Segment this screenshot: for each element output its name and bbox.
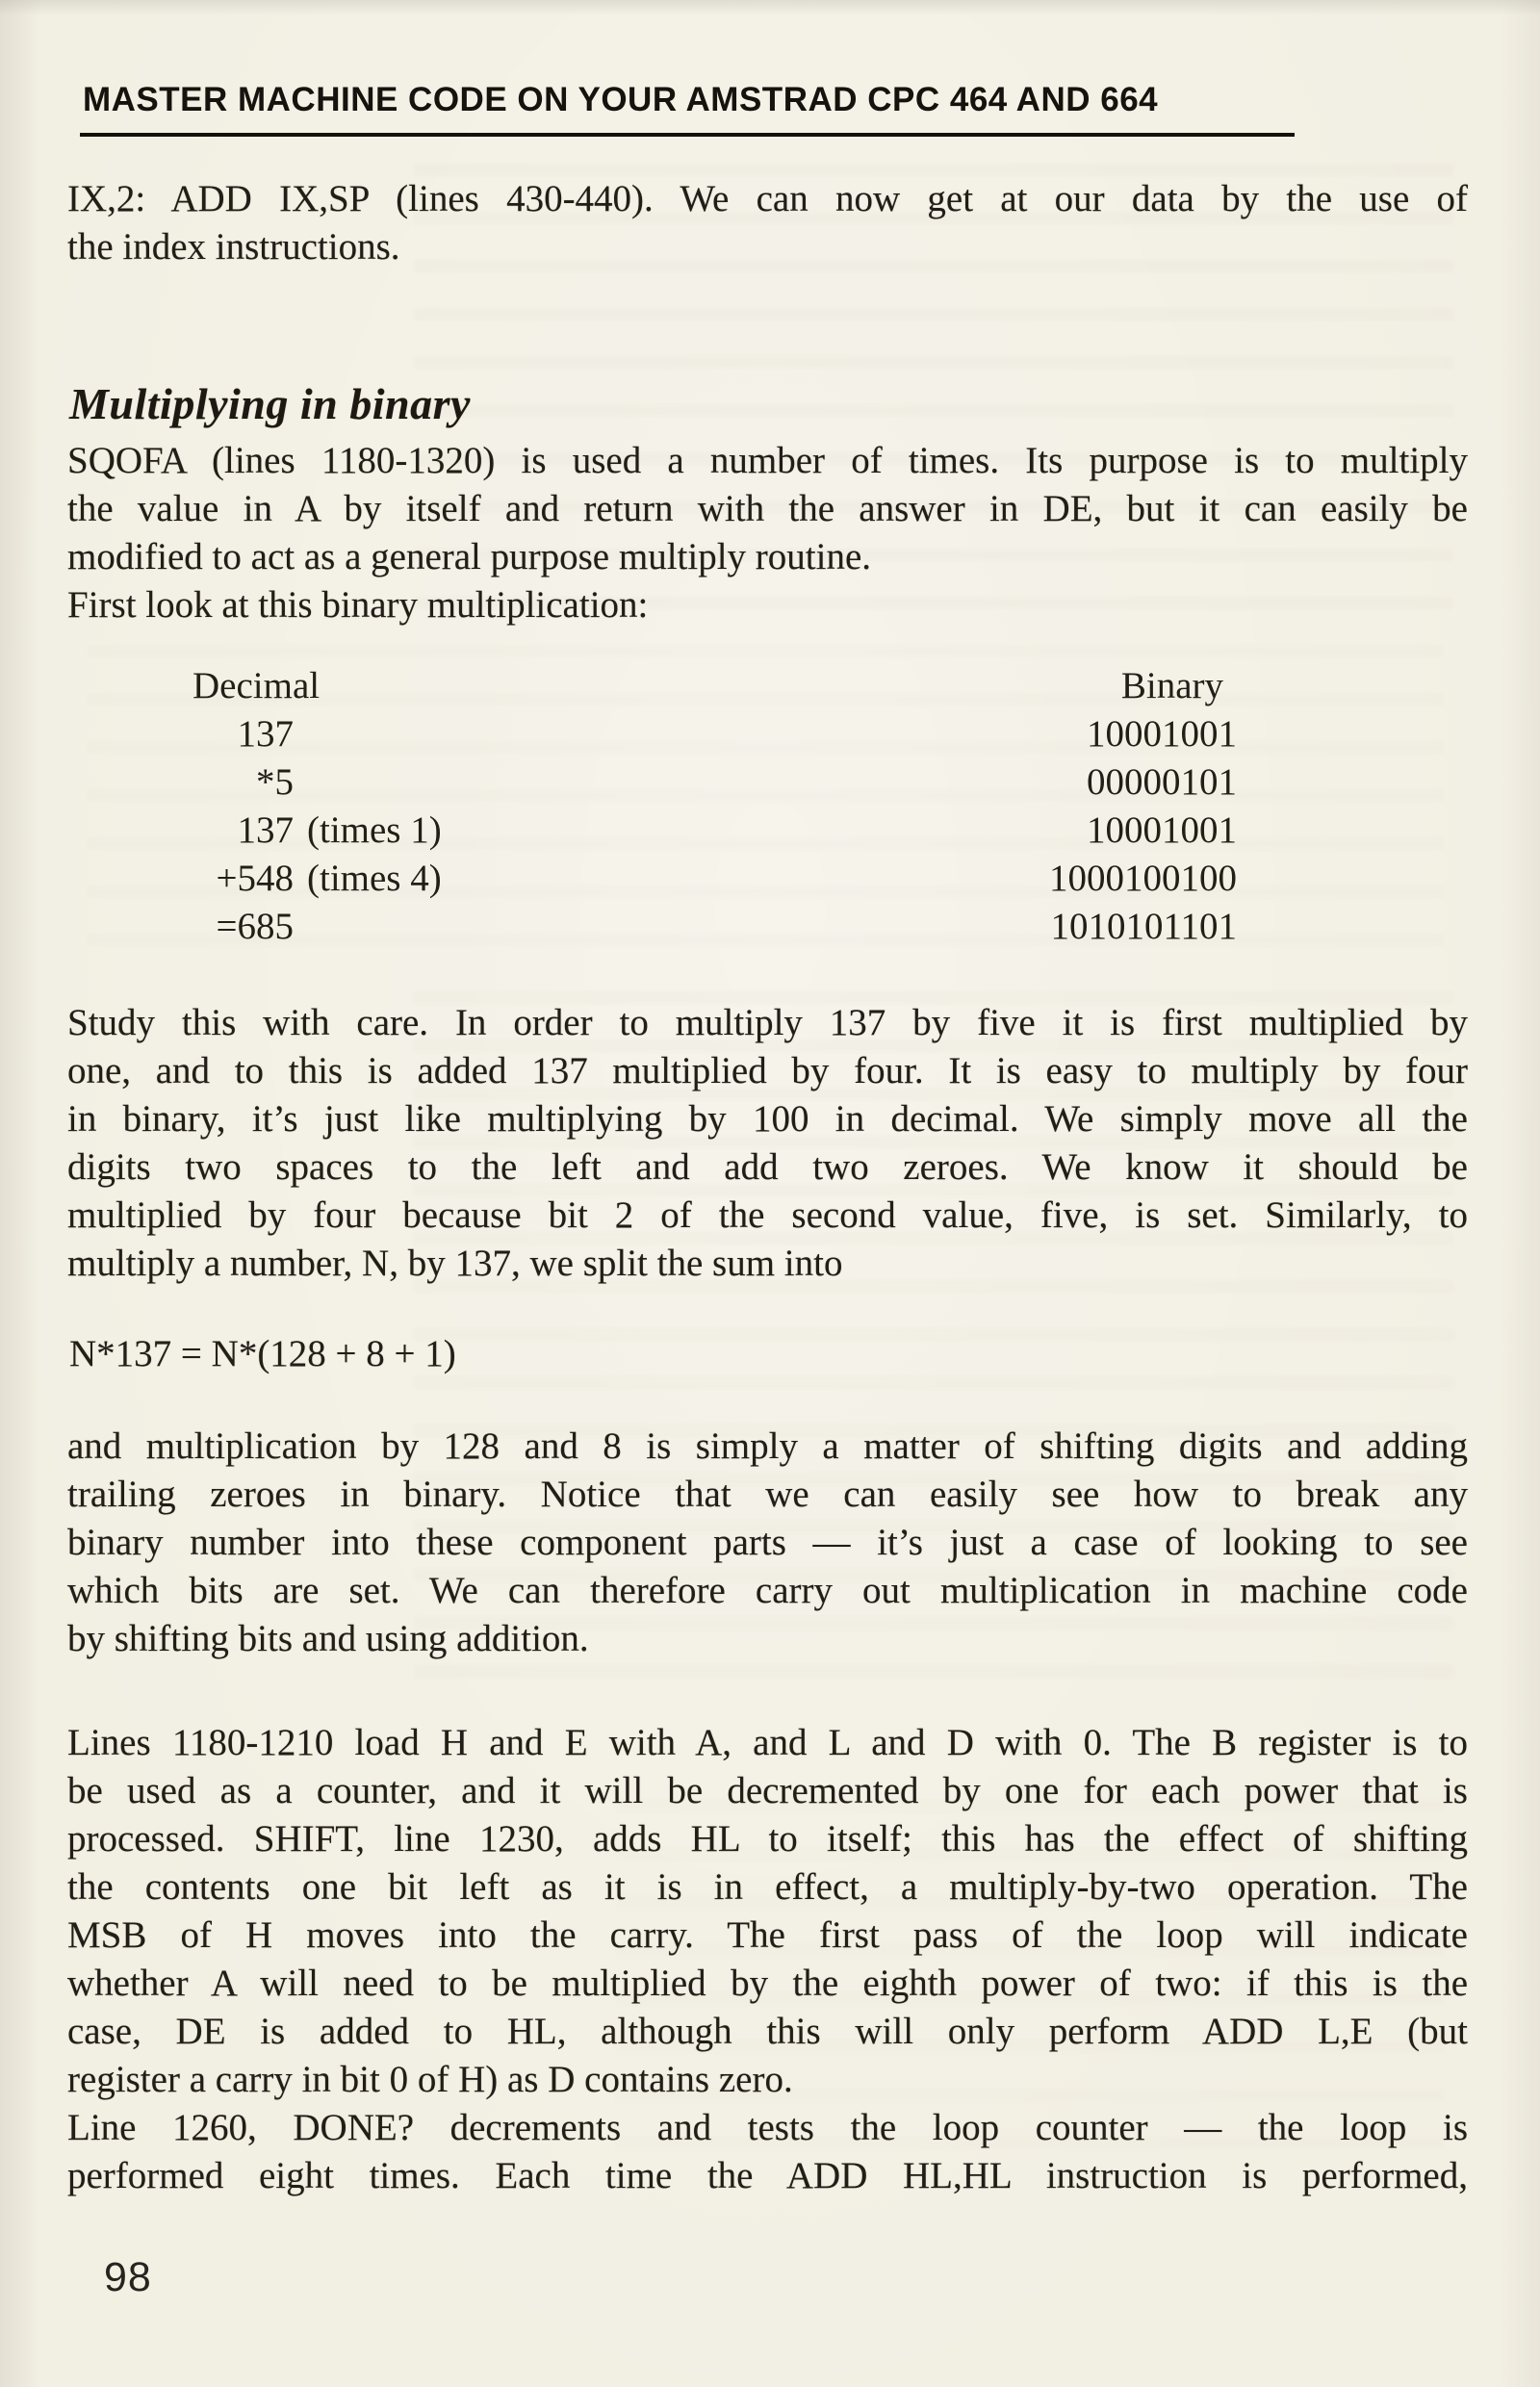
decimal-value: +548: [216, 858, 294, 899]
table-header-decimal: Decimal: [192, 665, 321, 706]
binary-value: 10001001: [1087, 713, 1237, 755]
sqofa-paragraph: SQOFA (lines 1180-1320) is used a number of times. Its purpose is to multiply the value in A by itself and return with the answer in DE, but it can easily be modified to act as a general purpose multiply routine.: [67, 440, 1468, 578]
section-heading: Multiplying in binary: [69, 379, 471, 428]
multiplication-table: [67, 664, 1237, 953]
table-row: [67, 808, 1237, 857]
table-header-row: [67, 664, 1237, 712]
intro-paragraph: IX,2: ADD IX,SP (lines 430-440). We can now get at our data by the use of the index instructions.: [67, 178, 1468, 268]
binary-value: 00000101: [1087, 761, 1237, 803]
decimal-cell: [67, 905, 491, 948]
decimal-cell: [67, 808, 491, 852]
decimal-cell: [67, 712, 491, 756]
decimal-value: 137: [237, 713, 294, 755]
table-row: [67, 857, 1237, 905]
table-lead-in: First look at this binary multiplication:: [67, 584, 649, 626]
table-row: [67, 905, 1237, 953]
formula-line: N*137 = N*(128 + 8 + 1): [69, 1333, 456, 1374]
decimal-value: =685: [216, 906, 294, 947]
shifting-paragraph: and multiplication by 128 and 8 is simply a matter of shifting digits and adding trailing zeroes in binary. Notice that we can easily see how to break any binary number into these component parts — it’s just a case of looking to see which bits are set. We can therefore carry out multiplication in machine code by shifting bits and using addition.: [67, 1425, 1468, 1659]
decimal-cell: [67, 760, 491, 804]
binary-value: 10001001: [1087, 809, 1237, 851]
decimal-cell: [67, 857, 491, 900]
lines-paragraph: Lines 1180-1210 load H and E with A, and L and D with 0. The B register is to be used as a counter, and it will be decremented by one for each power that is processed. SHIFT, line 1230, adds HL to itself; this has the effect of shifting the contents one bit left as it is in effect, a multiply-by-two operation. The MSB of H moves into the carry. The first pass of the loop will indicate whether A will need to be multiplied by the eighth power of two: if this is the case, DE is added to HL, although this will only perform ADD L,E (but register a carry in bit 0 of H) as D contains zero.: [67, 1722, 1468, 2100]
binary-value: 1000100100: [1049, 858, 1237, 899]
table-row: [67, 760, 1237, 808]
page-number: 98: [104, 2254, 152, 2300]
done-paragraph: Line 1260, DONE? decrements and tests the loop counter — the loop is performed eight times. Each time the ADD HL,HL instruction is performed,: [67, 2107, 1468, 2196]
decimal-value: 137: [237, 809, 294, 851]
table-row: [67, 712, 1237, 760]
header-rule: [80, 133, 1295, 137]
decimal-value: *5: [256, 761, 294, 803]
study-paragraph: Study this with care. In order to multiply 137 by five it is first multiplied by one, and to this is added 137 multiplied by four. It is easy to multiply by four in binary, it’s just like multiplying by 100 in decimal. We simply move all the digits two spaces to the left and add two zeroes. We know it should be multiplied by four because bit 2 of the second value, five, is set. Similarly, to multiply a number, N, by 137, we split the sum into: [67, 1002, 1468, 1284]
times-annotation: (times 1): [307, 809, 442, 851]
running-head: MASTER MACHINE CODE ON YOUR AMSTRAD CPC 464 AND 664: [83, 81, 1159, 118]
table-header-binary: Binary: [1120, 665, 1223, 706]
binary-value: 1010101101: [1050, 906, 1237, 947]
times-annotation: (times 4): [307, 858, 442, 899]
